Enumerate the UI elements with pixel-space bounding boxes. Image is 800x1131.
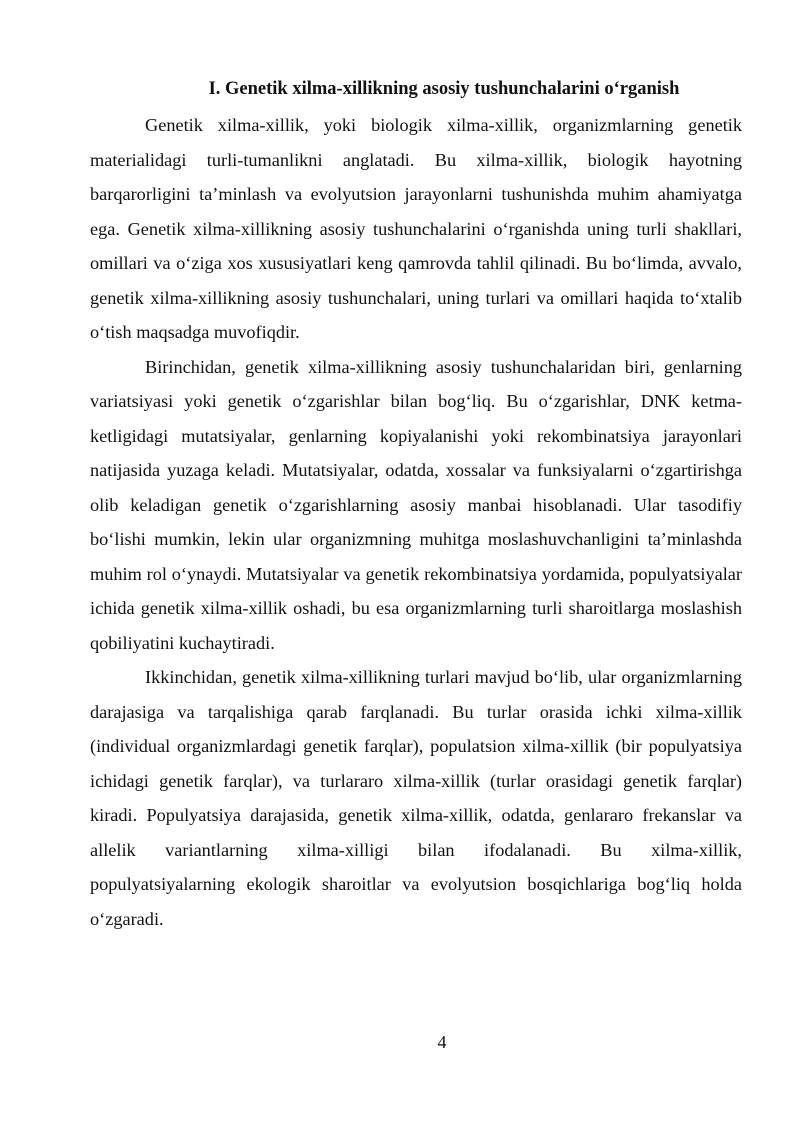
paragraph-2: Birinchidan, genetik xilma-xillikning asosiy tushunchalaridan biri, genlarning variatsiyasi yoki genetik o‘zgarishlar bilan bog‘liq. Bu o‘zgarishlar, DNK ketma-ketligidagi mutatsiyalar, genlarning kopiyalanishi yoki rekombinatsiya jarayonlari natijasida yuzaga keladi. Mutatsiyalar, odatda, xossalar va funksiyalarni o‘zgartirishga olib keladigan genetik o‘zgarishlarning asosiy manbai hisoblanadi. Ular tasodifiy bo‘lishi mumkin, lekin ular organizmning muhitga moslashuvchanligini ta’minlashda muhim rol o‘ynaydi. Mutatsiyalar va genetik rekombinatsiya yordamida, populyatsiyalar ichida genetik xilma-xillik oshadi, bu esa organizmlarning turli sharoitlarga moslashish qobiliyatini kuchaytiradi. <box>90 356 742 653</box>
body-text <box>90 108 742 936</box>
paragraph-3: Ikkinchidan, genetik xilma-xillikning turlari mavjud bo‘lib, ular organizmlarning darajasiga va tarqalishiga qarab farqlanadi. Bu turlar orasida ichki xilma-xillik (individual organizmlardagi genetik farqlar), populatsion xilma-xillik (bir populyatsiya ichidagi genetik farqlar), va turlararo xilma-xillik (turlar orasidagi genetik farqlar) kiradi. Populyatsiya darajasida, genetik xilma-xillik, odatda, genlararo frekanslar va allelik variantlarning xilma-xilligi bilan ifodalanadi. Bu xilma-xillik, populyatsiyalarning ekologik sharoitlar va evolyutsion bosqichlariga bog‘liq holda o‘zgaradi. <box>90 667 742 929</box>
paragraph-1: Genetik xilma-xillik, yoki biologik xilma-xillik, organizmlarning genetik materialidagi turli-tumanlikni anglatadi. Bu xilma-xillik, biologik hayotning barqarorligini ta’minlash va evolyutsion jarayonlarni tushunishda muhim ahamiyatga ega. Genetik xilma-xillikning asosiy tushunchalarini o‘rganishda uning turli shakllari, omillari va o‘ziga xos xususiyatlari keng qamrovda tahlil qilinadi. Bu bo‘limda, avvalo, genetik xilma-xillikning asosiy tushunchalari, uning turlari va omillari haqida to‘xtalib o‘tish maqsadga muvofiqdir. <box>90 115 742 342</box>
page-number: 4 <box>437 1032 447 1052</box>
section-heading: I. Genetik xilma-xillikning asosiy tushunchalarini o‘rganish <box>208 79 680 99</box>
